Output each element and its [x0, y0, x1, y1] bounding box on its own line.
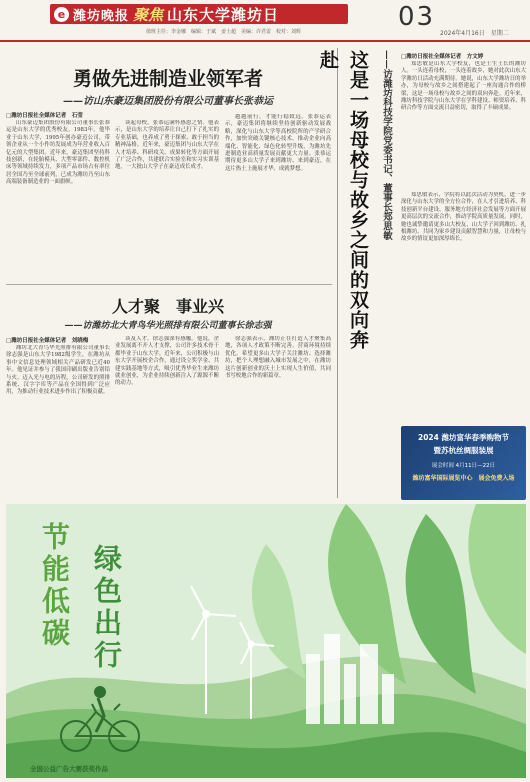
article2-paragraph: 潍坊北大青鸟华光照排有限公司董事长徐志强是山东大学1982级学生，在潍坊从事中文信息处理领域相关产品研发已近40年。他见证并参与了我国印刷出版业告别铅与火、迈入光与电的历程，公司研发的照排系统、汉字字库等产品在全国得到广泛应用，为推动行业技术进步作出了积极贡献。 [6, 345, 110, 396]
section-title: 山东大学潍坊日 [167, 5, 280, 24]
article1-byline: □潍坊日报社全媒体记者 石莹 [6, 113, 83, 119]
newspaper-logo-icon: e [54, 7, 69, 22]
masthead-divider [0, 40, 530, 42]
article2-column-1 [6, 345, 110, 497]
article2-headline: 人才聚 事业兴 [111, 297, 224, 316]
illustration-slogan-right: 绿色出行 [90, 544, 123, 672]
article2-paragraph: 谈及人才，徐志强深有感触。他说，企业发展离不开人才支撑，公司许多技术骨干都毕业于山东大学。近年来，公司积极与山东大学开展校企合作，通过设立奖学金、共建实践基地等方式，吸引优秀毕业生来潍坊就业创业，为企业持续创新注入了源源不断的动力。 [115, 336, 219, 387]
article3-paragraph: 郑思敏表示，学院将以此次活动为契机，进一步深化与山东大学的全方位合作，在人才引进培养、科技创新平台建设、服务地方经济社会发展等方面开展更高层次的交流合作，推动学院高质量发展。同时，她也诚挚邀请更多山大校友、山大学子回到潍坊、扎根潍坊，共同为家乡建设贡献智慧和力量，让母校与故乡的情谊更加深厚绵长。 [401, 192, 526, 243]
article1-column-2 [115, 120, 219, 280]
green-travel-illustration [6, 504, 526, 778]
article1-paragraph: 谈起母校，张恭运满怀感恩之情。他表示，是山东大学的培养让自己打下了扎实的专业基础，也养成了勇于探索、敢于担当的精神品格。近年来，豪迈集团与山东大学在人才培养、科研攻关、成果转化等方面开展了广泛合作，共建联合实验室和实习实训基地，一大批山大学子在豪迈成长成才。 [115, 120, 219, 171]
article2-paragraph: 徐志强表示，潍坊正在打造人才聚集高地，各项人才政策不断完善，营商环境持续优化。希望更多山大学子关注潍坊、选择潍坊，把个人理想融入城市发展之中，在潍坊这片创新创业的沃土上实现人生价值，共同书写校地合作的新篇章。 [225, 336, 331, 380]
article-divider [6, 284, 332, 285]
expo-advertisement [401, 426, 526, 500]
masthead-banner [50, 4, 348, 24]
page-number: 03 [398, 2, 436, 32]
editor-credits: 值班主任：李金娜 编辑：于斌 姜士超 美编：许君雷 校对：刘辉 [146, 29, 302, 35]
ad-title: 2024 潍坊富华春季购物节 [418, 433, 509, 442]
article1-paragraph: 山东豪迈集团股份有限公司董事长张恭运是山东大学的优秀校友。1983年，他毕业于山东大学，1995年创办豪迈公司，带领企业从一个小作坊发展成为年营业收入百亿元的大型集团。近年来，豪迈集团坚持科技创新，在轮胎模具、大型零部件、数控机床等领域持续发力，多项产品市场占有率位居全国乃至全球前列，已成为潍坊乃至山东高端装备制造业的一面旗帜。 [6, 120, 110, 186]
article1-paragraph: 越越前行，才能行稳致远。张恭运表示，豪迈集团将继续坚持创新驱动发展战略，深化与山东大学等高校院所的产学研合作，加快突破关键核心技术，推动企业向高端化、智能化、绿色化转型升级，为潍坊先进制造业高质量发展贡献更大力量。张恭运期待更多山大学子来到潍坊、来到豪迈，在这片热土上施展才华、成就梦想。 [225, 114, 331, 172]
column-divider [337, 48, 338, 498]
article2-byline: □潍坊日报社全媒体记者 刘晓梅 [6, 338, 89, 344]
article3-headline: 这是一场母校与故乡之间的双向奔赴 [317, 50, 369, 350]
article3-byline: □潍坊日报社全媒体记者 方文婷 [401, 54, 484, 60]
article1-column-3 [225, 114, 331, 280]
article3-subhead: ——访潍坊科技学院党委书记、董事长郑思敏 [381, 50, 392, 240]
article3-paragraph: 郑思敏是山东大学校友，也是土生土长的潍坊人。一头连着母校，一头连着故乡，她对此次山东大学潍坊日活动充满期待。她说，山东大学潍坊日的举办，为母校与故乡之间搭建起了一座沟通合作的桥梁，这是一场母校与故乡之间的双向奔赴。近年来，潍坊科技学院与山东大学在学科建设、师资培养、科研合作等方面交流日益密切，取得了丰硕成果。 [401, 61, 526, 112]
illustration-credit: 全国公益广告大赛获奖作品 [30, 765, 108, 773]
ad-venue: 潍坊富华国际展览中心 展会免费入场 [412, 475, 515, 482]
newspaper-name: 潍坊晚报 [73, 8, 130, 24]
illustration-art-icon [6, 504, 526, 778]
article1-column-1 [6, 120, 110, 280]
ad-subtitle: 暨苏杭丝绸服装展 [433, 446, 494, 455]
masthead [0, 0, 530, 40]
article2-subhead: ——访潍坊北大青鸟华光照排有限公司董事长徐志强 [64, 321, 272, 331]
article2-column-3 [225, 336, 331, 497]
article2-column-2 [115, 336, 219, 497]
article3-column-1 [401, 61, 526, 189]
article1-headline: 勇做先进制造业领军者 [72, 68, 263, 90]
article3-column-2 [401, 192, 526, 420]
issue-date: 2024年4月16日 星期二 [440, 30, 509, 37]
article1-subhead: ——访山东豪迈集团股份有限公司董事长张恭运 [63, 96, 273, 107]
ad-date: 展会时间 4月11日—22日 [431, 463, 496, 469]
illustration-slogan-left: 节能低碳 [38, 522, 71, 650]
section-label: 聚焦 [133, 5, 164, 24]
